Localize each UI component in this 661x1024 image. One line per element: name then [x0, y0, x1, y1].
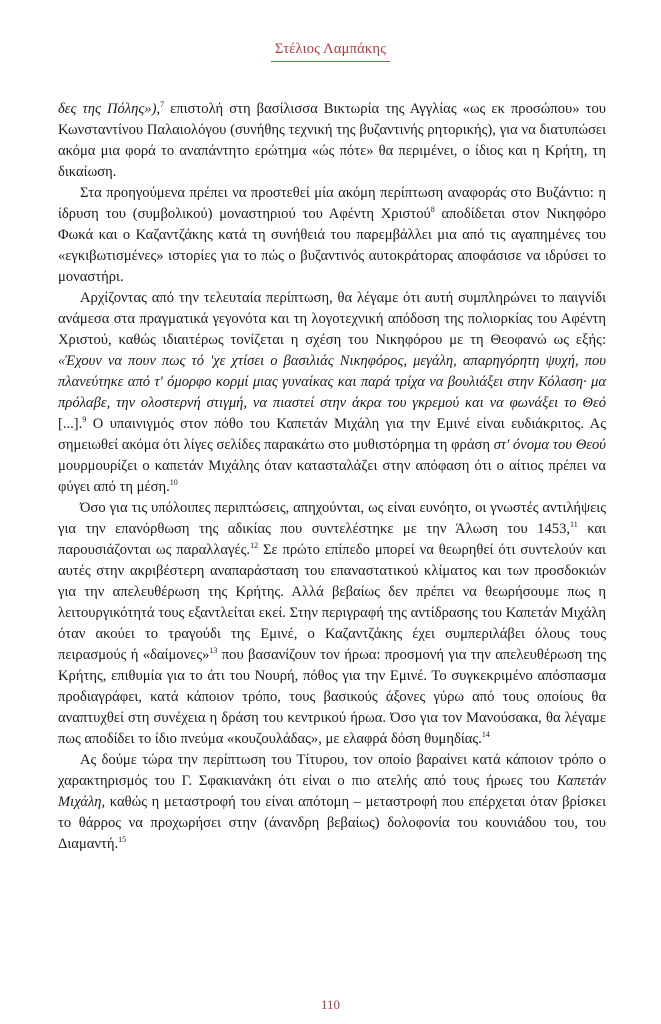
text-run: , καθώς η μεταστροφή του είναι απότομη – μεταστροφή που επέρχεται όταν βρίσκει το θάρρος να προχωρήσει στην (άνανδρη βεβαίως) δολοφονία του κουνιάδου του, του Διαμαντή.	[58, 794, 606, 852]
footnote-ref: 9	[82, 415, 87, 424]
italic-text: δες της Πόλης»),	[58, 101, 161, 117]
page-number: 110	[320, 997, 341, 1012]
text-run: αποδίδεται στον Νικηφόρο Φωκά και ο Καζαντζάκης κατά τη συνήθειά του παρεμβάλλει μια από τις αγαπημένες του «εγκιβωτισμένες» ιστορίες για το πώς ο βυζαντινός αυτοκράτορας αποφάσισε να ιδρύσει το μοναστήρι.	[58, 206, 606, 285]
paragraph	[58, 99, 606, 183]
italic-text: στ' όνομα του Θεού	[493, 437, 606, 453]
text-run: που βασανίζουν τον ήρωα: προσμονή για την απελευθέρωση της Κρήτης, επιθυμία για το άτι του Νουρή, πόθος για την Εμινέ. Το συγκεκριμένο απόσπασμα προδιαγράφει, κατά κάποιον τρόπο, τους βασικούς άξονες γύρω από τους οποίους θα αναπτυχθεί στη συνέχεια η δράση του κεντρικού ήρωα. Όσο για τον Μανούσακα, θα λέγαμε πως αποδίδει το ίδιο πνεύμα «κουζουλάδας», με ελαφρά δόση θυμηδίας.	[58, 647, 606, 747]
paragraph	[58, 750, 606, 855]
body-text	[58, 99, 606, 855]
author-name: Στέλιος Λαμπάκης	[271, 41, 390, 62]
footnote-ref: 15	[118, 835, 127, 844]
text-run: Ας δούμε τώρα την περίπτωση του Τίτυρου, τον οποίο βαραίνει κατά κάποιον τρόπο ο χαρακτηρισμός του Γ. Σφακιανάκη ότι είναι ο πιο ατελής από τους ήρωες του	[58, 752, 606, 789]
footnote-ref: 13	[209, 646, 218, 655]
footnote-ref: 14	[481, 730, 490, 739]
text-run: [...].	[58, 416, 83, 432]
italic-text: Καπετάν Μιχάλη	[58, 773, 606, 810]
running-header	[0, 40, 661, 62]
text-run: Αρχίζοντας από την τελευταία περίπτωση, θα λέγαμε ότι αυτή συμπληρώνει το παιγνίδι ανάμεσα στα πραγματικά γεγονότα και τη λογοτεχνική απόδοση της πολιορκίας του Αφέντη Χριστού, καθώς ιδιαιτέρως τονίζεται η σχέση του Νικηφόρου με τη Θεοφανώ ως εξής:	[58, 290, 606, 348]
footnote-ref: 8	[430, 205, 435, 214]
footnote-ref: 10	[169, 478, 178, 487]
footnote-ref: 12	[250, 541, 259, 550]
text-run: επιστολή στη βασίλισσα Βικτωρία της Αγγλίας «ως εκ προσώπου» του Κωνσταντίνου Παλαιολόγου (συνήθης τεχνική της βυζαντινής ρητορικής), για να διατυπώσει ακόμα μια φορά το αναπάντητο ερώτημα «ώς πότε» θα περιμένει, ο ίδιος και η Κρήτη, τη δικαίωση.	[58, 101, 606, 180]
paragraph	[58, 183, 606, 288]
paragraph	[58, 498, 606, 750]
text-run: Στα προηγούμενα πρέπει να προστεθεί μία ακόμη περίπτωση αναφοράς στο Βυζάντιο: η ίδρυση του (συμβολικού) μοναστηριού του Αφέντη Χριστού	[58, 185, 606, 222]
quotation: «Έχουν να πουν πως τό 'χε χτίσει ο βασιλιάς Νικηφόρος, μεγάλη, απαρηγόρητη ψυχή, που πλανεύτηκε από τ' όμορφο κορμί μιας γυναίκας και παρά τρίχα να βουλιάξει στην Κόλαση· μα πρόλαβε, την ολοστερνή στιγμή, να πιαστεί στην άκρα του γκρεμού και να φωνάξει το Θεό	[58, 353, 606, 411]
footnote-ref: 7	[160, 100, 165, 109]
paragraph	[58, 288, 606, 498]
text-run: Ο υπαινιγμός στον πόθο του Καπετάν Μιχάλη για την Εμινέ είναι ευδιάκριτος. Ας σημειωθεί ακόμα ότι λίγες σελίδες παρακάτω στο μυθιστόρημα τη φράση	[58, 416, 606, 453]
footnote-ref: 11	[570, 520, 578, 529]
text-run: Σε πρώτο επίπεδο μπορεί να θεωρηθεί ότι συντελούν και αυτές στην ακριβέστερη αναπαράσταση του επαναστατικού κλίματος και των προσδοκιών για την απελευθέρωση της Κρήτης. Αλλά βεβαίως δεν πρέπει να θεωρήσουμε πως η λειτουργικότητά τους εξαντλείται εκεί. Στην περιγραφή της αντίδρασης του Καπετάν Μιχάλη όταν ακούει το τραγούδι της Εμινέ, ο Καζαντζάκης έχει συμπεριλάβει όλους τους πειρασμούς ή «δαίμονες»	[58, 542, 606, 663]
text-run: και παρουσιάζονται ως παραλλαγές.	[58, 521, 606, 558]
text-run: μουρμουρίζει ο καπετάν Μιχάλης όταν κατασταλάζει στην απόφαση ότι ο αίτιος πρέπει να φύγει από τη μέση.	[58, 458, 606, 495]
text-run: Όσο για τις υπόλοιπες περιπτώσεις, απηχούνται, ως είναι ευνόητο, οι γνωστές αντιλήψεις για την επανόρθωση της αδικίας που συντελέστηκε με την Άλωση του 1453,	[58, 500, 606, 537]
page-footer	[0, 996, 661, 1014]
